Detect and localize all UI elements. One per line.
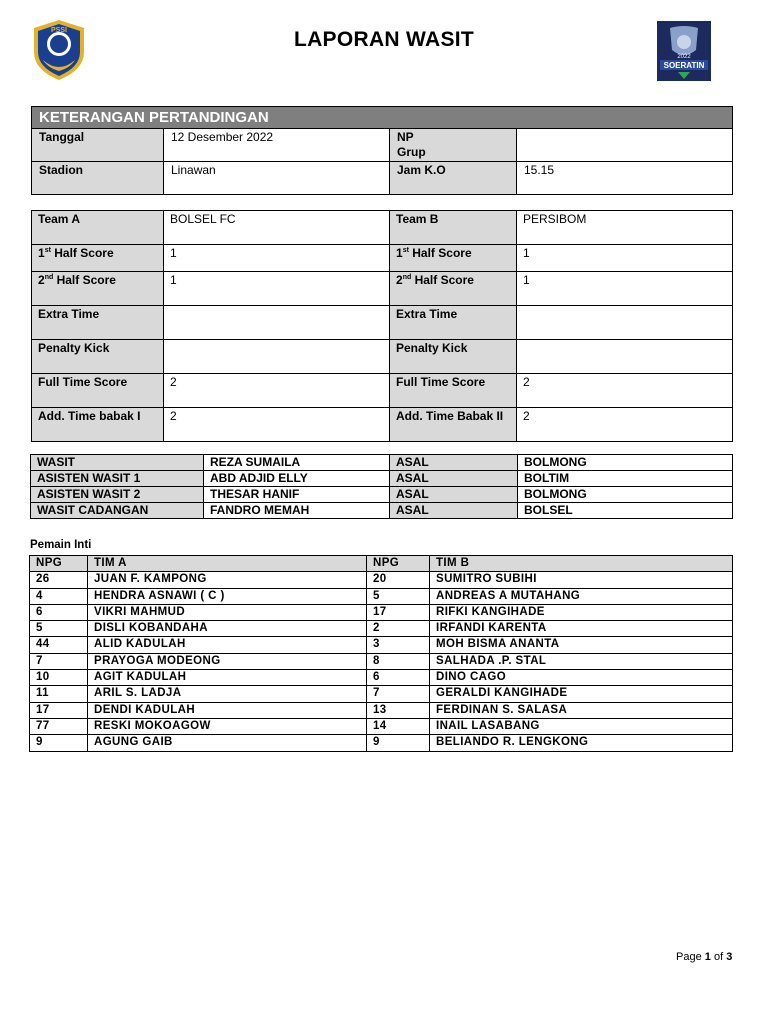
team-b-number: 9 [367, 735, 430, 751]
team-b-number: 2 [367, 621, 430, 637]
player-row [30, 718, 733, 734]
team-b-number: 3 [367, 637, 430, 653]
official-role: ASISTEN WASIT 1 [31, 471, 204, 487]
official-name: FANDRO MEMAH [204, 503, 390, 519]
team-b-full-time: 2 [517, 374, 733, 408]
penalty-label-a: Penalty Kick [32, 340, 164, 374]
add-time-first-value: 2 [164, 408, 390, 442]
official-row [31, 471, 733, 487]
team-a-number: 77 [30, 718, 88, 734]
official-origin: BOLTIM [518, 471, 733, 487]
team-b-number: 6 [367, 670, 430, 686]
team-b-number: 13 [367, 702, 430, 718]
team-a-number: 26 [30, 572, 88, 588]
column-header: NPG [367, 556, 430, 572]
team-a-player: JUAN F. KAMPONG [88, 572, 367, 588]
date-label: Tanggal [32, 129, 164, 162]
team-a-player: PRAYOGA MODEONG [88, 653, 367, 669]
team-b-first-half: 1 [517, 245, 733, 272]
official-origin: BOLMONG [518, 487, 733, 503]
penalty-label-b: Penalty Kick [390, 340, 517, 374]
team-b-player: INAIL LASABANG [430, 718, 733, 734]
team-a-number: 5 [30, 621, 88, 637]
officials-table [30, 454, 733, 519]
date-value: 12 Desember 2022 [164, 129, 390, 162]
page-number: Page 1 of 3 [676, 951, 733, 963]
team-b-number: 14 [367, 718, 430, 734]
team-a-full-time: 2 [164, 374, 390, 408]
player-row [30, 572, 733, 588]
section-title: KETERANGAN PERTANDINGAN [32, 107, 733, 129]
player-row [30, 735, 733, 751]
team-a-number: 4 [30, 588, 88, 604]
official-origin-label: ASAL [390, 503, 518, 519]
official-origin-label: ASAL [390, 487, 518, 503]
np-label: NP [397, 130, 414, 144]
team-b-player: BELIANDO R. LENGKONG [430, 735, 733, 751]
official-role: WASIT [31, 455, 204, 471]
score-table [31, 210, 733, 442]
official-row [31, 503, 733, 519]
soeratin-logo [656, 20, 712, 82]
team-b-player: SALHADA .P. STAL [430, 653, 733, 669]
official-role: WASIT CADANGAN [31, 503, 204, 519]
svg-text:SOERATIN: SOERATIN [663, 61, 705, 70]
team-a-player: ALID KADULAH [88, 637, 367, 653]
team-a-player: AGIT KADULAH [88, 670, 367, 686]
team-a-player: AGUNG GAIB [88, 735, 367, 751]
first-half-label-a: 1st Half Score [32, 245, 164, 272]
team-b-number: 20 [367, 572, 430, 588]
team-b-player: DINO CAGO [430, 670, 733, 686]
team-b-second-half: 1 [517, 272, 733, 306]
add-time-first-label: Add. Time babak I [32, 408, 164, 442]
team-a-extra-time [164, 306, 390, 340]
np-value [517, 129, 733, 162]
official-origin-label: ASAL [390, 455, 518, 471]
extra-time-label-b: Extra Time [390, 306, 517, 340]
players-table [29, 555, 733, 752]
player-row [30, 588, 733, 604]
official-origin-label: ASAL [390, 471, 518, 487]
team-b-player: FERDINAN S. SALASA [430, 702, 733, 718]
player-row [30, 621, 733, 637]
player-row [30, 670, 733, 686]
official-name: REZA SUMAILA [204, 455, 390, 471]
team-b-number: 17 [367, 604, 430, 620]
team-b-extra-time [517, 306, 733, 340]
player-row [30, 686, 733, 702]
team-a-penalty [164, 340, 390, 374]
team-a-number: 9 [30, 735, 88, 751]
team-b-number: 8 [367, 653, 430, 669]
official-name: THESAR HANIF [204, 487, 390, 503]
team-a-first-half: 1 [164, 245, 390, 272]
grup-label: Grup [397, 145, 426, 159]
official-origin: BOLSEL [518, 503, 733, 519]
svg-text:PSSI: PSSI [51, 27, 67, 34]
team-b-player: GERALDI KANGIHADE [430, 686, 733, 702]
team-b-player: MOH BISMA ANANTA [430, 637, 733, 653]
official-row [31, 455, 733, 471]
team-a-second-half: 1 [164, 272, 390, 306]
official-role: ASISTEN WASIT 2 [31, 487, 204, 503]
stadium-label: Stadion [32, 162, 164, 195]
team-b-penalty [517, 340, 733, 374]
kickoff-value: 15.15 [517, 162, 733, 195]
column-header: TIM B [430, 556, 733, 572]
svg-text:2022: 2022 [677, 54, 691, 60]
official-row [31, 487, 733, 503]
stadium-value: Linawan [164, 162, 390, 195]
team-a-player: ARIL S. LADJA [88, 686, 367, 702]
team-a-number: 7 [30, 653, 88, 669]
column-header: NPG [30, 556, 88, 572]
add-time-second-label: Add. Time Babak II [390, 408, 517, 442]
team-a-number: 17 [30, 702, 88, 718]
team-a-number: 10 [30, 670, 88, 686]
add-time-second-value: 2 [517, 408, 733, 442]
player-row [30, 604, 733, 620]
team-a-player: DISLI KOBANDAHA [88, 621, 367, 637]
team-b-number: 5 [367, 588, 430, 604]
official-name: ABD ADJID ELLY [204, 471, 390, 487]
match-info-table [31, 106, 733, 195]
player-row [30, 637, 733, 653]
team-b-name: PERSIBOM [517, 211, 733, 245]
team-b-player: SUMITRO SUBIHI [430, 572, 733, 588]
second-half-label-a: 2nd Half Score [32, 272, 164, 306]
official-origin: BOLMONG [518, 455, 733, 471]
team-a-number: 6 [30, 604, 88, 620]
team-b-player: IRFANDI KARENTA [430, 621, 733, 637]
team-a-player: VIKRI MAHMUD [88, 604, 367, 620]
full-time-label-b: Full Time Score [390, 374, 517, 408]
team-a-number: 44 [30, 637, 88, 653]
full-time-label-a: Full Time Score [32, 374, 164, 408]
players-header-row [30, 556, 733, 572]
team-b-player: ANDREAS A MUTAHANG [430, 588, 733, 604]
team-b-number: 7 [367, 686, 430, 702]
player-row [30, 702, 733, 718]
page-title: LAPORAN WASIT [293, 28, 475, 51]
first-half-label-b: 1st Half Score [390, 245, 517, 272]
team-a-number: 11 [30, 686, 88, 702]
team-b-player: RIFKI KANGIHADE [430, 604, 733, 620]
player-row [30, 653, 733, 669]
team-b-label: Team B [390, 211, 517, 245]
second-half-label-b: 2nd Half Score [390, 272, 517, 306]
kickoff-label: Jam K.O [390, 162, 517, 195]
np-grup-label [390, 129, 517, 162]
team-a-label: Team A [32, 211, 164, 245]
team-a-player: RESKI MOKOAGOW [88, 718, 367, 734]
extra-time-label-a: Extra Time [32, 306, 164, 340]
team-a-player: DENDI KADULAH [88, 702, 367, 718]
team-a-name: BOLSEL FC [164, 211, 390, 245]
team-a-player: HENDRA ASNAWI ( C ) [88, 588, 367, 604]
column-header: TIM A [88, 556, 367, 572]
starting-players-label: Pemain Inti [30, 539, 92, 551]
